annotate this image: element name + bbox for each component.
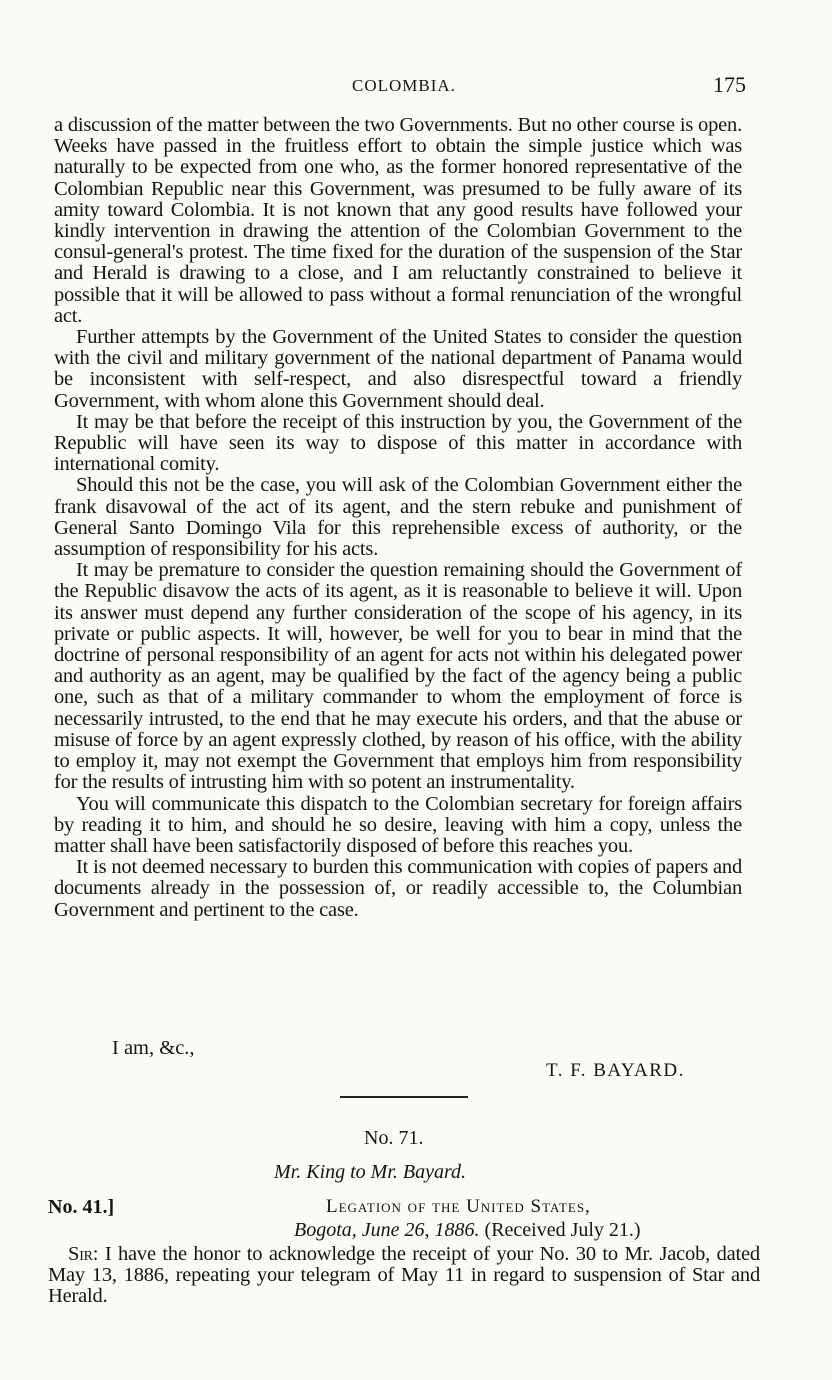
paragraph-may-be: It may be that before the receipt of this instruction by you, the Government of the Republic will have seen its way to dispose of this matter in accordance with international comity. xyxy=(54,410,742,476)
paragraph-further-attempts: Further attempts by the Government of the United States to consider the question with the civil and military government of the national department of Panama would be inconsistent with self-respect, and also disrespectful toward a friendly Government, with whom alone this Government should deal. xyxy=(54,326,742,412)
letter-paragraph xyxy=(48,1244,760,1308)
document-title: Mr. King to Mr. Bayard. xyxy=(274,1161,467,1183)
paragraph-continued: a discussion of the matter between the two Governments. But no other course is open. Weeks have passed in the fruitless effort to obtain the simple justice which was naturally to be expected from one who, as the former honored representative of the Colombian Republic near this Government, was presumed to be fully aware of its amity toward Colombia. It is not known that any good results have followed your kindly intervention in drawing the attention of the Colombian Government to the consul-general's protest. The time fixed for the duration of the suspension of the Star and Herald is drawing to a close, and I am reluctantly constrained to believe it possible that it will be allowed to pass without a formal renunciation of the wrongful act. xyxy=(54,114,743,327)
running-head-title: COLOMBIA. xyxy=(352,76,456,95)
legation-heading: Legation of the United States, xyxy=(326,1196,591,1217)
section-divider xyxy=(340,1096,468,1098)
salutation: Sir: xyxy=(68,1243,99,1265)
place-date: Bogota, June 26, 1886. xyxy=(294,1219,480,1241)
signature: T. F. BAYARD. xyxy=(546,1060,685,1081)
paragraph-not-deemed: It is not deemed necessary to burden this communication with copies of papers and documents already in the possession of, or readily accessible to, the Columbian Government and pertinent to the case. xyxy=(54,856,742,921)
dispatch-number: No. 41.] xyxy=(48,1196,115,1218)
page-number: 175 xyxy=(713,72,746,97)
dateline xyxy=(294,1219,641,1242)
document-number: No. 71. xyxy=(364,1127,424,1149)
instruction-body xyxy=(54,115,742,921)
letter-body xyxy=(48,1244,760,1308)
paragraph-should-this-not: Should this not be the case, you will ask of the Colombian Government either the frank disavowal of the act of its agent, and the stern rebuke and punishment of General Santo Domingo Vila for this reprehensible excess of authority, or the assumption of responsibility for his acts. xyxy=(54,474,742,561)
running-head xyxy=(0,72,832,102)
paragraph-premature: It may be premature to consider the question remaining should the Government of the Republic disavow the acts of its agent, as it is reasonable to believe it will. Upon its answer must depend any further consideration of the scope of his agency, in its private or public aspects. It will, however, be well for you to bear in mind that the doctrine of personal responsibility of an agent for acts not within his delegated power and authority as an agent, may be qualified by the fact of the agency being a public one, such as that of a military commander to whom the employment of force is necessarily intrusted, to the end that he may execute his orders, and that the abuse or misuse of force by an agent expressly clothed, by reason of his office, with the ability to employ it, may not exempt the Government that employs him from responsibility for the results of intrusting him with so potent an instrumentality. xyxy=(54,559,742,794)
received-date: (Received July 21.) xyxy=(484,1219,641,1241)
paragraph-communicate: You will communicate this dispatch to the Colombian secretary for foreign affairs by reading it to him, and should he so desire, leaving with him a copy, unless the matter shall have been satisfactorily disposed of before this reaches you. xyxy=(54,792,742,857)
closing-line: I am, &c., xyxy=(112,1037,195,1059)
letter-text: I have the honor to acknowledge the receipt of your No. 30 to Mr. Jacob, dated May 13, 1886, repeating your telegram of May 11 in regard to suspension of Star and Herald. xyxy=(48,1243,760,1308)
